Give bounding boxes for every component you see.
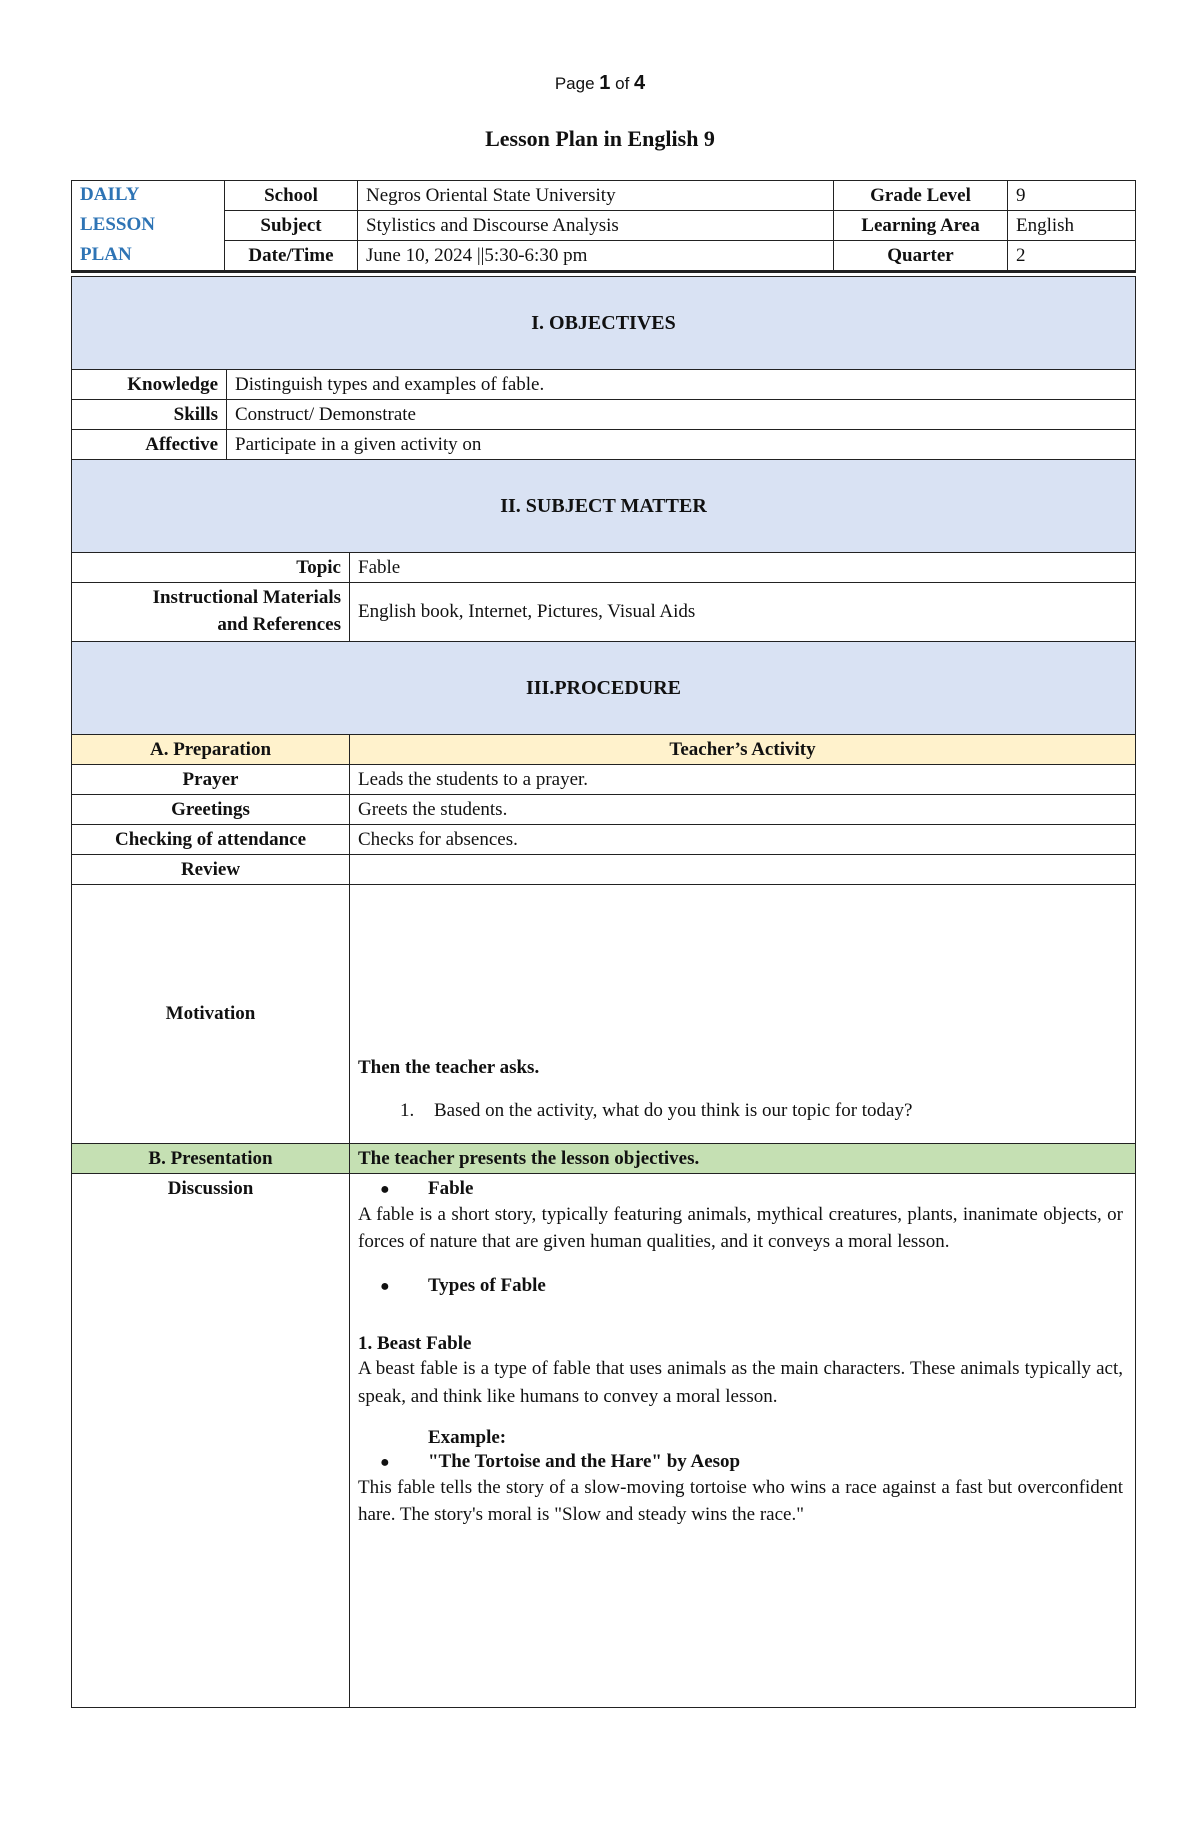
presentation-value: The teacher presents the lesson objectives. xyxy=(350,1144,1136,1174)
procedure-heading: III.PROCEDURE xyxy=(72,642,1136,735)
lesson-body-table xyxy=(71,276,1136,1708)
grade-level-value: 9 xyxy=(1008,181,1136,211)
motivation-question-text: Based on the activity, what do you think is our topic for today? xyxy=(434,1100,913,1122)
greetings-label: Greetings xyxy=(72,795,350,825)
header-table xyxy=(71,180,1136,273)
topic-value: Fable xyxy=(350,553,1136,583)
objectives-heading: I. OBJECTIVES xyxy=(72,277,1136,370)
page-number xyxy=(0,72,1200,95)
presentation-label: B. Presentation xyxy=(72,1144,350,1174)
learning-area-label: Learning Area xyxy=(834,211,1008,241)
page-of: of xyxy=(615,74,630,93)
bullet-icon: ● xyxy=(380,1454,390,1472)
skills-value: Construct/ Demonstrate xyxy=(227,400,1136,430)
subject-value: Stylistics and Discourse Analysis xyxy=(358,211,834,241)
beast-fable-heading: 1. Beast Fable xyxy=(358,1332,472,1354)
motivation-cell xyxy=(350,885,1136,1144)
prayer-label: Prayer xyxy=(72,765,350,795)
quarter-label: Quarter xyxy=(834,241,1008,272)
review-label: Review xyxy=(72,855,350,885)
materials-label xyxy=(72,583,350,642)
materials-label-line-1: Instructional Materials xyxy=(152,587,341,609)
dlp-line-1: DAILY xyxy=(80,184,140,205)
quarter-value: 2 xyxy=(1008,241,1136,272)
knowledge-label: Knowledge xyxy=(72,370,227,400)
review-value xyxy=(350,855,1136,885)
motivation-question-number: 1. xyxy=(400,1100,415,1122)
page-total: 4 xyxy=(634,72,646,94)
dlp-line-3: PLAN xyxy=(80,243,132,265)
example-bullet xyxy=(358,1450,1123,1474)
discussion-content xyxy=(350,1174,1136,1708)
page-label: Page xyxy=(554,74,595,93)
topic-label: Topic xyxy=(72,553,350,583)
knowledge-value: Distinguish types and examples of fable. xyxy=(227,370,1136,400)
motivation-question xyxy=(358,1099,1127,1123)
subject-label: Subject xyxy=(225,211,358,241)
example-text: This fable tells the story of a slow-moving tortoise who wins a race against a fast but overconfident hare. The story's moral is "Slow and steady wins the race." xyxy=(358,1476,1124,1526)
skills-label: Skills xyxy=(72,400,227,430)
bullet-icon: ● xyxy=(380,1277,390,1295)
page-current: 1 xyxy=(599,72,611,94)
fable-heading: Fable xyxy=(428,1178,474,1199)
prayer-value: Leads the students to a prayer. xyxy=(350,765,1136,795)
materials-value: English book, Internet, Pictures, Visual Aids xyxy=(350,583,1136,642)
dlp-line-2: LESSON xyxy=(80,213,155,235)
types-bullet xyxy=(358,1274,1123,1298)
datetime-label: Date/Time xyxy=(225,241,358,272)
teacher-activity-label: Teacher’s Activity xyxy=(350,735,1136,765)
discussion-label: Discussion xyxy=(72,1174,350,1708)
school-value: Negros Oriental State University xyxy=(358,181,834,211)
attendance-label: Checking of attendance xyxy=(72,825,350,855)
beast-fable-definition: A beast fable is a type of fable that uses animals as the main characters. These animals typically act, speak, and think like humans to convey a moral lesson. xyxy=(358,1358,1124,1407)
datetime-value: June 10, 2024 ||5:30-6:30 pm xyxy=(358,241,834,272)
attendance-value: Checks for absences. xyxy=(350,825,1136,855)
fable-definition: A fable is a short story, typically featuring animals, mythical creatures, plants, inanimate objects, or forces of nature that are given human qualities, and it conveys a moral lesson. xyxy=(358,1203,1124,1253)
greetings-value: Greets the students. xyxy=(350,795,1136,825)
motivation-label: Motivation xyxy=(72,885,350,1144)
types-heading: Types of Fable xyxy=(428,1274,546,1296)
preparation-label: A. Preparation xyxy=(72,735,350,765)
subject-matter-heading: II. SUBJECT MATTER xyxy=(72,460,1136,553)
learning-area-value: English xyxy=(1008,211,1136,241)
daily-lesson-plan-label xyxy=(72,181,225,272)
document-title: Lesson Plan in English 9 xyxy=(485,126,715,151)
grade-level-label: Grade Level xyxy=(834,181,1008,211)
fable-bullet xyxy=(358,1177,1123,1201)
example-label: Example: xyxy=(428,1427,507,1449)
example-title: "The Tortoise and the Hare" by Aesop xyxy=(428,1451,741,1473)
affective-label: Affective xyxy=(72,430,227,460)
bullet-icon: ● xyxy=(380,1181,390,1198)
motivation-text: Then the teacher asks. xyxy=(358,1056,540,1078)
school-label: School xyxy=(225,181,358,211)
materials-label-line-2: and References xyxy=(217,614,341,635)
affective-value: Participate in a given activity on xyxy=(227,430,1136,460)
